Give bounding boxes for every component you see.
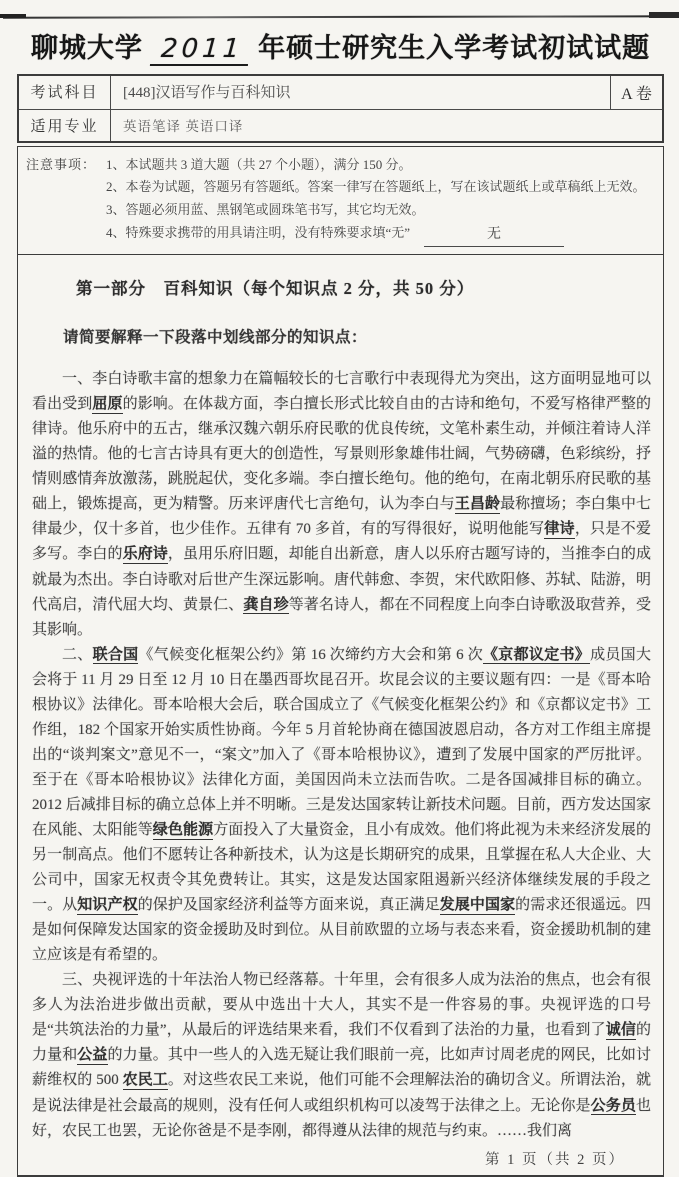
exam-paragraph — [32, 367, 651, 643]
section-title: 第一部分 百科知识（每个知识点 2 分，共 50 分） — [76, 279, 475, 299]
exam-subject-label: 考试科目 — [19, 76, 111, 109]
underlined-knowledge-point: 联合国 — [92, 646, 139, 663]
exam-paragraph — [32, 968, 651, 1143]
paragraph-text: 等著名诗人，都在不同程度上向李白诗歌汲取营养，受其影响。 — [32, 596, 651, 638]
paragraph-text: 三、央视评选的十年法治人物已经落幕。十年里，会有很多人成为法治的焦点，也会有很多人为法治进步做出贡献，要从中选出十大人，其实不是一件容易的事。央视评选的口号是“共筑法治的力量”，从最后的评选结果来看，我们不仅看到了法治的力量，也看到了 — [32, 972, 651, 1039]
exam-header-table — [17, 74, 664, 143]
notes-label: 注意事项： — [26, 157, 97, 172]
paragraph-text: 方面投入了大量资金，且小有成效。他们将此视为未来经济发展的另一制高点。他们不愿转让各种新技术，认为这是长期研究的成果，且掌握在私人大企业、大公司中，国家无权责令其免费转让。其实，这是发达国家阻遏新兴经济体继续发展的手段之一。从 — [32, 822, 651, 914]
page-title — [17, 26, 664, 66]
paragraph-text: ，虽用乐府旧题，却能自出新意，唐人以乐府古题写诗的，当推李白的成就最为杰出。李白诗歌对后世产生深远影响。唐代韩愈、李贺，宋代欧阳修、苏轼、陆游，明代高启，清代屈大均、黄景仁、 — [32, 546, 651, 613]
underlined-knowledge-point: 公益 — [77, 1047, 108, 1064]
title-year-handwritten: 2011 — [150, 34, 250, 66]
section-instruction: 请简要解释一下段落中划线部分的知识点： — [63, 329, 368, 347]
paragraph-text: 的力量和 — [32, 1022, 651, 1064]
exam-subject-value: [448]汉语写作与百科知识 — [123, 85, 291, 101]
underlined-knowledge-point: 发展中国家 — [439, 897, 516, 914]
underlined-knowledge-point: 屈原 — [92, 396, 123, 413]
underlined-knowledge-point: 《京都议定书》 — [483, 646, 591, 663]
underlined-knowledge-point: 绿色能源 — [152, 822, 214, 838]
paragraph-text: 的力量。其中一些人的入选无疑让我们眼前一亮，比如声讨周老虎的网民，比如讨薪维权的 500 — [32, 1047, 651, 1089]
paragraph-text: 二、 — [62, 646, 93, 663]
exam-content-box — [17, 255, 664, 1176]
paragraph-text: 一、李白诗歌丰富的想象力在篇幅较长的七言歌行中表现得尤为突出，这方面明显地可以看出受到 — [32, 371, 651, 413]
title-suffix: 年硕士研究生入学考试初试试题 — [258, 33, 651, 63]
paragraph-text: 。对这些农民工来说，他们可能不会理解法治的确切含义。所谓法治，就是说法律是社会最高的规则，没有任何人或组织机构可以凌驾于法律之上。无论你是 — [32, 1072, 651, 1114]
notes-list — [106, 154, 657, 246]
underlined-knowledge-point: 知识产权 — [77, 897, 138, 914]
paragraph-text: 的影响。在体裁方面，李白擅长形式比较自由的古诗和绝句，不爱写格律严整的律诗。他乐府中的五古，继承汉魏六朝乐府民歌的优良传统，文笔朴素生动，并倾注着诗人洋溢的热情。他的七言古诗具有更大的创造性，写景则形象雄伟壮阔，气势磅礴，色彩缤纷，抒情则感情奔放激荡，跳脱起伏，变化多端。李白擅长绝句。他的绝句，在南北朝乐府民歌的基础上，锻炼提高，更为精警。历来评唐代七言绝句，认为李白与 — [32, 396, 651, 513]
note-item-text: 3、答题必须用蓝、黑钢笔或圆珠笔书写，其它均无效。 — [106, 201, 425, 217]
exam-paragraph — [32, 643, 651, 969]
note-item-text: 2、本卷为试题，答题另有答题纸。答案一律写在答题纸上，写在该试题纸上或草稿纸上无效。 — [106, 179, 646, 195]
header-row-subject — [19, 76, 662, 109]
major-label: 适用专业 — [19, 110, 111, 141]
underlined-knowledge-point: 龚自珍 — [243, 596, 289, 613]
major-value: 英语笔译 英语口译 — [123, 119, 244, 134]
exam-sheet — [17, 22, 664, 1177]
note-item-text: 4、特殊要求携带的用具请注明，没有特殊要求填“无” — [106, 225, 411, 241]
note-item — [106, 176, 657, 198]
underlined-knowledge-point: 公务员 — [590, 1097, 636, 1114]
scan-artifact-corner-left — [0, 14, 26, 18]
note-item — [106, 154, 657, 176]
paragraph-text: 的保护及国家经济利益等方面来说，真正满足 — [137, 897, 440, 914]
underlined-knowledge-point: 农民工 — [122, 1072, 168, 1089]
title-prefix: 聊城大学 — [30, 33, 143, 63]
note-item-text: 1、本试题共 3 道大题（共 27 个小题），满分 150 分。 — [106, 157, 412, 172]
paragraph-text: ，只是不爱多写。李白的 — [32, 521, 651, 563]
special-requirement-fill-handwritten: 无 — [424, 222, 564, 247]
notes-box — [17, 146, 664, 255]
paragraphs — [32, 367, 651, 1143]
underlined-knowledge-point: 乐府诗 — [122, 546, 168, 563]
underlined-knowledge-point: 律诗 — [544, 521, 575, 538]
note-item — [106, 199, 657, 221]
scan-artifact-topline — [3, 15, 677, 18]
paragraph-text: 《气候变化框架公约》第 16 次缔约方大会和第 6 次 — [138, 646, 484, 663]
paragraph-text: 最称擅场；李白集中七律最少，仅十多首，也少佳作。五律有 70 多首，有的写得很好，说明他能写 — [32, 496, 651, 538]
underlined-knowledge-point: 王昌龄 — [454, 496, 501, 513]
paper-version-badge: A 卷 — [610, 76, 662, 109]
page-footer: 第 1 页（共 2 页） — [485, 1151, 625, 1168]
paragraph-text: 成员国大会将于 11 月 29 日至 12 月 10 日在墨西哥坎昆召开。坎昆会议的主要议题有四：一是《哥本哈根协议》法律化。哥本哈根大会后，联合国成立了《气候变化框架公约》和《京都议定书》工作组，182 个国家开始实质性协商。今年 5 月首轮协商在德国波恩启动，各方对工作组主席提出的“谈判案文”意见不一，“案文”加入了《哥本哈根协议》，遭到了发展中国家的严厉批评。至于在《哥本哈根协议》法律化方面，美国因尚未立法而告吹。二是各国减排目标的确立。2012 后减排目标的确立总体上并不明晰。三是发达国家转让新技术问题。目前，西方发达国家在风能、太阳能等 — [32, 646, 651, 838]
paragraph-text: 也好，农民工也罢，无论你爸是不是李刚，都得遵从法律的规范与约束。……我们离 — [32, 1097, 651, 1139]
paragraph-text: 的需求还很遥远。四是如何保障发达国家的资金援助及时到位。从目前欧盟的立场与表态来看，资金援助机制的建立应该是有希望的。 — [32, 897, 651, 964]
scan-artifact-corner-right — [649, 12, 679, 18]
header-row-major — [19, 109, 662, 141]
underlined-knowledge-point: 诚信 — [605, 1022, 636, 1039]
note-item — [106, 221, 657, 246]
